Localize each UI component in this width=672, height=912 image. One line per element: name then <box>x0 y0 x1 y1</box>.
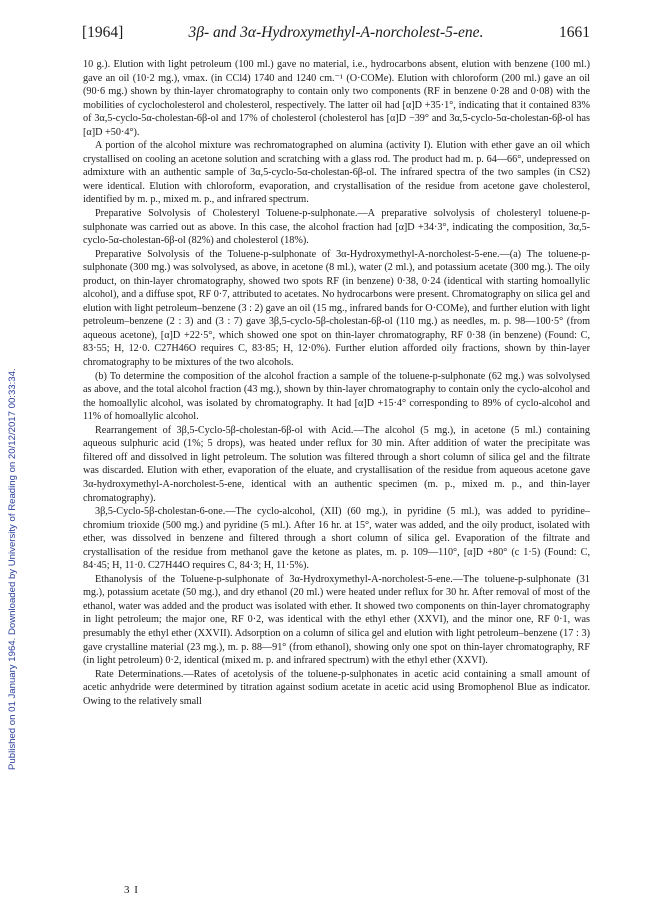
header-year: [1964] <box>82 24 124 41</box>
publication-watermark: Published on 01 January 1964. Downloaded by University of Reading on 20/12/2017 00:33:34. <box>7 368 18 770</box>
page-number: 1661 <box>559 24 590 41</box>
running-header <box>82 22 590 44</box>
article-body <box>83 58 590 708</box>
header-title: 3β- and 3α-Hydroxymethyl-A-norcholest-5-ene. <box>188 24 484 41</box>
signature-mark: 3 I <box>124 884 139 896</box>
paragraph: Preparative Solvolysis of Cholesteryl Toluene-p-sulphonate.—A preparative solvolysis of cholesteryl toluene-p-sulphonate was carried out as above. In this case, the alcohol fraction had [α]D +34·3°, indicating the composition, 3α,5-cyclo-5α-cholestan-6β-ol (82%) and cholesterol (18%). <box>83 208 590 247</box>
paragraph: 3β,5-Cyclo-5β-cholestan-6-one.—The cyclo-alcohol, (XII) (60 mg.), in pyridine (5 ml.), was added to pyridine–chromium trioxide (500 mg.) and pyridine (5 ml.). After 16 hr. at 15°, water was added, and the oily product, isolated with ether, was dissolved in benzene and filtered through a short column of silica gel. Evaporation of the filtrate and crystallisation of the residue from methanol gave the ketone as plates, m. p. 109—110°, [α]D +80° (c 1·5) (Found: C, 84·45; H, 11·0. C27H44O requires C, 84·3; H, 11·5%). <box>83 506 590 572</box>
paragraph: Rearrangement of 3β,5-Cyclo-5β-cholestan-6β-ol with Acid.—The alcohol (5 mg.), in acetone (5 ml.) containing aqueous sulphuric acid (1%; 5 drops), was heated under reflux for 30 min. After addition of water the precipitate was filtered off and dissolved in light petroleum. The solution was filtered through a short column of silica gel and the filtrate was discarded. Elution with ether, evaporation of the eluate, and crystallisation of the residue from aqueous acetone gave 3α-hydroxymethyl-A-norcholest-5-ene, identical with an authentic specimen (m. p., mixed m. p., and thin-layer chromatography). <box>83 424 590 504</box>
paragraph: Preparative Solvolysis of the Toluene-p-sulphonate of 3α-Hydroxymethyl-A-norcholest-5-ene.—(a) The toluene-p-sulphonate (300 mg.) was solvolysed, as above, in acetone (8 ml.), water (2 ml.), and potassium acetate (300 mg.). The oily product, on thin-layer chromatography, showed two spots RF (in benzene) 0·38, 0·24 (identical with starting homoallylic alcohol), and a diffuse spot, RF 0·7, attributed to acetates. No hydrocarbons were present. Chromatography on silica gel and elution with light petroleum–benzene (3 : 2) gave an oil (15 mg., infrared bands for O·COMe), and further elution with light petroleum–benzene (2 : 3) and (3 : 7) gave 3β,5-cyclo-5β-cholestan-6β-ol (110 mg.) as needles, m. p. 98—100·5° (from aqueous acetone), [α]D +22·5°, which showed one spot on thin-layer chromatography, RF 0·38 (in benzene) (Found: C, 83·55; H, 12·0. C27H46O requires C, 83·85; H, 12·0%). Further elution afforded oily fractions, shown by thin-layer chromatography to be mixtures of the two alcohols. <box>83 248 590 369</box>
paragraph: (b) To determine the composition of the alcohol fraction a sample of the toluene-p-sulphonate (62 mg.) was solvolysed as above, and the total alcohol fraction (43 mg.), shown by thin-layer chromatography to contain only the cyclo-alcohol and the homoallylic alcohol, was isolated by chromatography. It had [α]D +15·4° corresponding to 89% of cyclo-alcohol and 11% of homoallylic alcohol. <box>83 370 590 423</box>
paragraph: 10 g.). Elution with light petroleum (100 ml.) gave no material, i.e., hydrocarbons absent, elution with benzene (100 ml.) gave an oil (10·2 mg.), νmax. (in CCl4) 1740 and 1240 cm.⁻¹ (O·COMe). Elution with chloroform (200 ml.) gave an oil (90·6 mg.) shown by thin-layer chromatography to contain only two components (RF in benzene 0·28 and 0·08) with the mobilities of cyclocholesterol and cholesterol, respectively. The latter oil had [α]D +35·1°, indicating that it contained 83% of 3α,5-cyclo-5α-cholestan-6β-ol and 17% of cholesterol (cholesterol has [α]D −39° and 3α,5-cyclo-5α-cholestan-6β-ol has [α]D +50·4°). <box>83 59 590 138</box>
paragraph: A portion of the alcohol mixture was rechromatographed on alumina (activity I). Elution with ether gave an oil which crystallised on cooling an acetone solution and scratching with a glass rod. The product had m. p. 64—66°, undepressed on admixture with an authentic sample of 3α,5-cyclo-5α-cholestan-6β-ol. The infrared spectra of the two samples (in CS2) were identical. Elution with chloroform, evaporation, and crystallisation of the residue from acetone gave cholesterol, identified by m. p., mixed m. p., and infrared spectrum. <box>83 140 590 206</box>
paragraph: Ethanolysis of the Toluene-p-sulphonate of 3α-Hydroxymethyl-A-norcholest-5-ene.—The toluene-p-sulphonate (31 mg.), potassium acetate (50 mg.), and dry ethanol (20 ml.) were heated under reflux for 30 hr. After removal of most of the ethanol, water was added and the product was isolated with ether. It showed two components on thin-layer chromatography in light petroleum; the major one, RF 0·2, was identical with the ethyl ether (XXVI), and the minor one, RF 0·1, was presumably the ethyl ether (XXVII). Adsorption on a column of silica gel and elution with light petroleum–benzene (17 : 3) gave crystalline material (23 mg.), m. p. 88—91° (from ethanol), showing only one spot on thin-layer chromatography, RF (in light petroleum) 0·2, identical (mixed m. p. and infrared spectrum) with the ethyl ether (XXVI). <box>83 573 590 667</box>
paragraph: Rate Determinations.—Rates of acetolysis of the toluene-p-sulphonates in acetic acid containing a small amount of acetic anhydride were determined by titration against sodium acetate in acetic acid using Bromophenol Blue as indicator. Owing to the relatively small <box>83 668 590 707</box>
